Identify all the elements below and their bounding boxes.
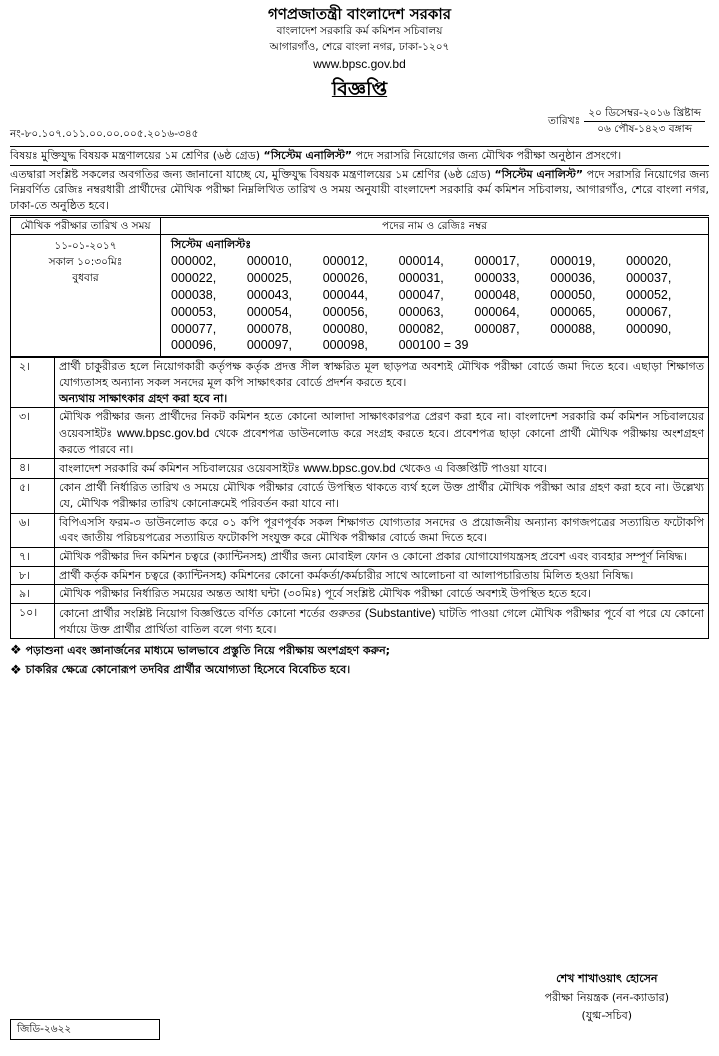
- instruction-text: বিপিএসসি ফরম-৩ ডাউনলোড করে ০১ কপি পূরণপূর্বক সকল শিক্ষাগত যোগ্যতার সনদের ও প্রয়োজনীয় অন্যান্য কাগজপত্রের সত্যায়িত ফটোকপি এবং জাতীয় পরিচয়পত্রের সত্যায়িত ফটোকপি সংযুক্ত করে মৌখিক পরীক্ষার বোর্ডে জমা দিতে হবে।: [55, 513, 709, 547]
- schedule-table: [10, 217, 709, 358]
- instruction-text: মৌখিক পরীক্ষার নির্ধারিত সময়ের অন্তত আধা ঘন্টা (৩০মিঃ) পূর্বে সংশ্লিষ্ট মৌখিক পরীক্ষা বোর্ডে অবশ্যই উপস্থিত হতে হবে।: [55, 585, 709, 604]
- instruction-row: [11, 358, 709, 408]
- roll-number: 000082,: [398, 321, 444, 336]
- govt-title: গণপ্রজাতন্ত্রী বাংলাদেশ সরকার: [268, 5, 451, 23]
- instruction-number: ৯।: [11, 585, 55, 604]
- instruction-body: প্রার্থী চাকুরীরত হলে নিয়োগকারী কর্তৃপক্ষ কর্তৃক প্রদত্ত সীল স্বাক্ষরিত মূল ছাড়পত্র অবশ্যই মৌখিক পরীক্ষা বোর্ডে জমা দিতে হবে। এছাড়া শিক্ষাগত যোগ্যতাসহ অন্যান্য সকল সনদের মূল কপি সাক্ষাৎকার বোর্ডে প্রদর্শন করতে হবে।: [59, 360, 704, 389]
- roll-number: 000050,: [550, 287, 596, 302]
- roll-number: 000022,: [171, 270, 217, 285]
- memo-number: নং-৮০.১০৭.০১১.০০.০০.০০৫.২০১৬-৩৪৫: [10, 128, 199, 141]
- advice-bullets: [10, 641, 709, 680]
- roll-number: 000098,: [322, 338, 368, 353]
- date-block: [548, 106, 705, 137]
- roll-number: 000014,: [398, 254, 444, 269]
- roll-number: 000047,: [398, 287, 444, 302]
- schedule-rolls-cell: [161, 235, 709, 357]
- roll-number: 000017,: [474, 254, 520, 269]
- subject-suffix: পদে সরাসরি নিয়োগের জন্য মৌখিক পরীক্ষা অনুষ্ঠান প্রসংগে।: [352, 149, 622, 163]
- roll-number: 000064,: [474, 304, 520, 319]
- roll-number: 000088,: [550, 321, 596, 336]
- signatory-rank: (যুগ্ম-সচিব): [581, 1009, 633, 1023]
- instruction-body: কোনো প্রার্থীর সংশ্লিষ্ট নিয়োগ বিজ্ঞপ্তিতে বর্ণিত কোনো শর্তের গুরুতর: [59, 606, 365, 620]
- gd-number: জিডি-২৬২২: [10, 1019, 160, 1040]
- roll-number: 000048,: [474, 287, 520, 302]
- instruction-row: [11, 408, 709, 459]
- substantive-term: (Substantive): [364, 605, 436, 620]
- instruction-number: ৭।: [11, 547, 55, 566]
- instruction-text: [55, 408, 709, 459]
- roll-number: 000025,: [246, 270, 293, 285]
- schedule-col-post-header: পদের নাম ও রেজিঃ নম্বর: [161, 217, 709, 235]
- roll-number: 000019,: [550, 254, 596, 269]
- roll-number: 000056,: [322, 304, 368, 319]
- schedule-date-cell: [11, 235, 161, 357]
- instruction-text: প্রার্থী কর্তৃক কমিশন চত্বরে (ক্যান্টিনসহ) কমিশনের কোনো কর্মকর্তা/কর্মচারীর সাথে আলোচনা বা আলাপচারিতায় মিলিত হওয়া নিষিদ্ধ।: [55, 566, 709, 585]
- roll-number: 000078,: [246, 321, 293, 336]
- advice-item: [10, 661, 709, 681]
- instruction-text: [55, 358, 709, 408]
- instruction-text: [55, 459, 709, 479]
- instruction-row: [11, 547, 709, 566]
- roll-number: 000036,: [550, 270, 596, 285]
- exam-day: বুধবার: [72, 271, 99, 284]
- roll-number: 000038,: [171, 287, 217, 302]
- notice-title: বিজ্ঞপ্তি: [331, 77, 388, 100]
- roll-number: 000020,: [626, 254, 672, 269]
- instructions-table: [10, 357, 709, 639]
- roll-number: 000031,: [398, 270, 444, 285]
- intro-post: “সিস্টেম এনালিস্ট”: [494, 167, 584, 181]
- advice-text: চাকরির ক্ষেত্রে কোনোরূপ তদবির প্রার্থীর অযোগ্যতা হিসেবে বিবেচিত হবে।: [25, 663, 351, 677]
- roll-number-grid: [171, 253, 702, 354]
- instruction-number: ৩।: [11, 408, 55, 459]
- instruction-number: ৫।: [11, 479, 55, 513]
- diamond-bullet-icon: ❖: [10, 643, 22, 659]
- advice-item: [10, 641, 709, 661]
- exam-date: ১১-০১-২০১৭: [54, 240, 117, 253]
- roll-number: 000010,: [246, 254, 293, 269]
- instruction-text: কোন প্রার্থী নির্ধারিত তারিখ ও সময়ে মৌখিক পরীক্ষার বোর্ডে উপস্থিত থাকতে ব্যর্থ হলে উক্ত প্রার্থীর মৌখিক পরীক্ষা আর গ্রহণ করা হবে না। উল্লেখ্য যে, মৌখিক পরীক্ষার তারিখ কোনোক্রমেই পরিবর্তন করা যাবে না।: [55, 479, 709, 513]
- roll-number: 000096,: [171, 338, 217, 353]
- instruction-text: [55, 603, 709, 639]
- roll-number: 000077,: [171, 321, 217, 336]
- instruction-body: থেকেও এ বিজ্ঞপ্তিটি পাওয়া যাবে।: [395, 462, 548, 476]
- instruction-number: ১০।: [11, 603, 55, 639]
- roll-number: 000037,: [626, 270, 672, 285]
- instruction-number: ৬।: [11, 513, 55, 547]
- subject-line: [10, 146, 709, 166]
- website-link[interactable]: www.bpsc.gov.bd: [116, 425, 210, 440]
- header: [10, 4, 709, 102]
- instruction-row: [11, 603, 709, 639]
- intro-part2: পদে সরাসরি নিয়োগের জন্য নিম্নবর্ণিত রেজিঃ নম্বরধারী প্রার্থীদের মৌখিক পরীক্ষা নিম্নলিখিত তারিখ ও সময় অনুযায়ী বাংলাদেশ সরকারি কর্ম কমিশন সচিবালয়, আগারগাঁও, শেরে বাংলা নগর, ঢাকা-তে অনুষ্ঠিত হবে।: [10, 167, 709, 212]
- roll-number: 000080,: [322, 321, 368, 336]
- roll-number: 000090,: [626, 321, 672, 336]
- roll-number: 000100 = 39: [398, 338, 469, 353]
- office-name: বাংলাদেশ সরকারি কর্ম কমিশন সচিবালয়: [276, 25, 443, 38]
- instruction-row: [11, 459, 709, 479]
- roll-number: 000065,: [550, 304, 596, 319]
- instruction-body: বাংলাদেশ সরকারি কর্ম কমিশন সচিবালয়ের ওয়েবসাইটঃ: [59, 462, 304, 476]
- schedule-header-row: [11, 217, 709, 235]
- instruction-body: থেকে প্রবেশপত্র ডাউনলোড করে সংগ্রহ করতে হবে। প্রবেশপত্র ছাড়া কোনো প্রার্থী মৌখিক পরীক্ষায় অংশগ্রহণ করতে পারবে না।: [59, 426, 705, 456]
- roll-number: 000067,: [626, 304, 672, 319]
- website-link[interactable]: www.bpsc.gov.bd: [303, 461, 396, 476]
- roll-number: 000087,: [474, 321, 520, 336]
- roll-number: 000026,: [322, 270, 368, 285]
- post-title: সিস্টেম এনালিস্টঃ: [171, 238, 252, 252]
- subject-prefix: বিষয়ঃ মুক্তিযুদ্ধ বিষয়ক মন্ত্রণালয়ের ১ম শ্রেণির (৬ষ্ঠ গ্রেড): [10, 149, 264, 163]
- roll-number: 000002,: [171, 254, 217, 269]
- intro-part1: এতদ্বারা সংশ্লিষ্ট সকলের অবগতির জন্য জানানো যাচ্ছে যে, মুক্তিযুদ্ধ বিষয়ক মন্ত্রণালয়ের ১ম শ্রেণির (৬ষ্ঠ গ্রেড): [10, 167, 495, 181]
- roll-number: 000063,: [398, 304, 444, 319]
- reference-row: [10, 106, 709, 146]
- schedule-row: [11, 235, 709, 357]
- instruction-number: ৪।: [11, 459, 55, 479]
- website-link[interactable]: www.bpsc.gov.bd: [313, 56, 406, 71]
- roll-number: 000052,: [626, 287, 672, 302]
- instruction-row: [11, 513, 709, 547]
- advice-text: পড়াশুনা এবং জ্ঞানার্জনের মাধ্যমে ভালভাবে প্রস্তুতি নিয়ে পরীক্ষায় অংশগ্রহণ করুন;: [25, 643, 391, 657]
- roll-number: 000054,: [246, 304, 293, 319]
- roll-number: 000012,: [322, 254, 368, 269]
- instruction-row: [11, 585, 709, 604]
- date-bangla: ০৬ পৌষ-১৪২৩ বঙ্গাব্দ: [597, 123, 692, 136]
- intro-paragraph: [10, 166, 709, 216]
- schedule-col-date-header: মৌখিক পরীক্ষার তারিখ ও সময়: [11, 217, 161, 235]
- date-gregorian: ২০ ডিসেম্বর-২০১৬ খ্রিষ্টাব্দ: [584, 106, 705, 122]
- instruction-emphasis: অন্যথায় সাক্ষাৎকার গ্রহণ করা হবে না।: [59, 391, 228, 405]
- instruction-number: ২।: [11, 358, 55, 408]
- instruction-body: ঘাটতি পাওয়া গেলে মৌখিক পরীক্ষার পূর্বে বা পরে যে কোনো পর্যায়ে উক্ত প্রার্থীর প্রার্থিতা বাতিল বলে গণ্য হবে।: [59, 606, 704, 636]
- roll-number: 000043,: [246, 287, 293, 302]
- signatory-designation: পরীক্ষা নিয়ন্ত্রক (নন-ক্যাডার): [544, 990, 669, 1004]
- instruction-body: মৌখিক পরীক্ষার জন্য প্রার্থীদের নিকট কমিশন হতে কোনো আলাদা সাক্ষাৎকারপত্র প্রেরণ করা হবে না। বাংলাদেশ সরকারি কর্ম কমিশন সচিবালয়ের ওয়েবসাইটঃ: [59, 410, 704, 440]
- exam-time: সকাল ১০:৩০মিঃ: [48, 256, 123, 269]
- diamond-bullet-icon: ❖: [10, 662, 22, 678]
- office-address: আগারগাঁও, শেরে বাংলা নগর, ঢাকা-১২০৭: [269, 41, 450, 53]
- roll-number: 000044,: [322, 287, 368, 302]
- roll-number: 000053,: [171, 304, 217, 319]
- instruction-row: [11, 479, 709, 513]
- subject-post: “সিস্টেম এনালিস্ট”: [263, 149, 353, 163]
- roll-number: 000097,: [246, 338, 293, 353]
- signature-block: [545, 970, 669, 1026]
- roll-number: 000033,: [474, 270, 520, 285]
- instruction-text: মৌখিক পরীক্ষার দিন কমিশন চত্বরে (ক্যান্টিনসহ) প্রার্থীর জন্য মোবাইল ফোন ও কোনো প্রকার যোগাযোগযন্ত্রসহ প্রবেশ এবং ব্যবহার সম্পূর্ণ নিষিদ্ধ।: [55, 547, 709, 566]
- signatory-name: শেখ শাখাওয়াৎ হোসেন: [556, 972, 658, 985]
- instruction-number: ৮।: [11, 566, 55, 585]
- instruction-row: [11, 566, 709, 585]
- date-label: তারিখঃ: [548, 115, 581, 128]
